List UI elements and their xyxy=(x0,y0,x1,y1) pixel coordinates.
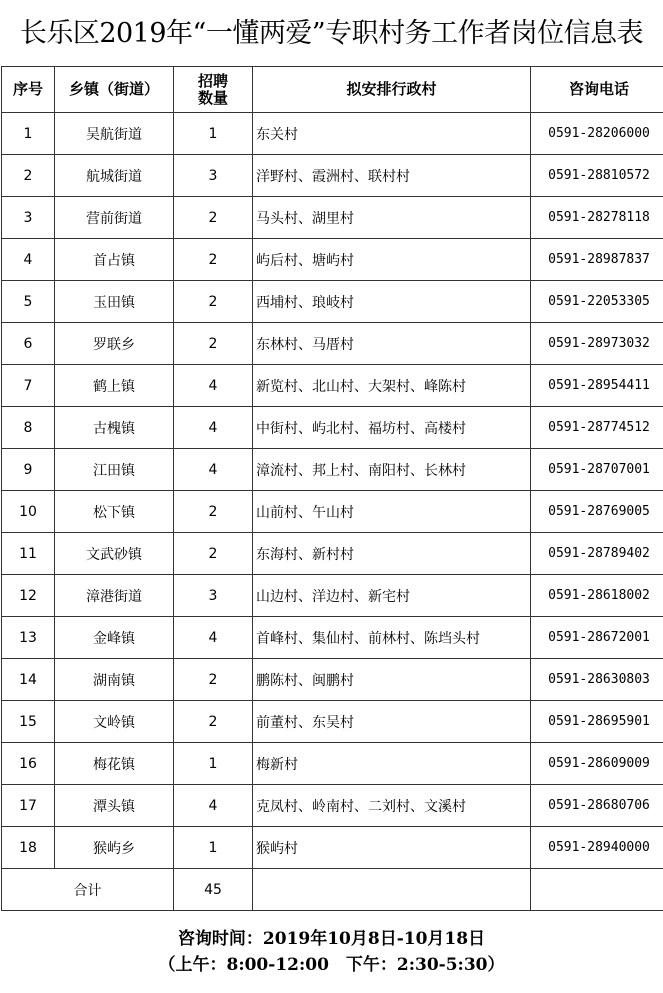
cell-count: 4 xyxy=(174,617,253,659)
consult-time-note xyxy=(0,912,663,993)
cell-phone: 0591-28206000 xyxy=(531,113,663,155)
cell-town: 罗联乡 xyxy=(55,323,174,365)
table-row xyxy=(2,365,663,407)
cell-seq: 7 xyxy=(2,365,55,407)
cell-phone: 0591-28609009 xyxy=(531,743,663,785)
table-row xyxy=(2,827,663,869)
cell-seq: 11 xyxy=(2,533,55,575)
cell-villages: 鹏陈村、闽鹏村 xyxy=(253,659,531,701)
positions-table xyxy=(1,66,663,911)
cell-villages: 洋野村、霞洲村、联村村 xyxy=(253,155,531,197)
table-row xyxy=(2,239,663,281)
cell-seq: 16 xyxy=(2,743,55,785)
cell-town: 鹤上镇 xyxy=(55,365,174,407)
cell-phone: 0591-22053305 xyxy=(531,281,663,323)
cell-seq: 5 xyxy=(2,281,55,323)
header-seq: 序号 xyxy=(2,67,55,113)
cell-count: 1 xyxy=(174,827,253,869)
cell-villages: 中街村、屿北村、福坊村、高楼村 xyxy=(253,407,531,449)
table-row xyxy=(2,575,663,617)
table-row xyxy=(2,743,663,785)
consult-time-line2: （上午：8:00-12:00 下午：2:30-5:30） xyxy=(158,955,505,975)
cell-town: 江田镇 xyxy=(55,449,174,491)
table-row xyxy=(2,407,663,449)
cell-seq: 2 xyxy=(2,155,55,197)
cell-count: 4 xyxy=(174,785,253,827)
cell-town: 金峰镇 xyxy=(55,617,174,659)
cell-seq: 18 xyxy=(2,827,55,869)
header-count xyxy=(174,67,253,113)
total-row xyxy=(2,869,663,911)
cell-phone: 0591-28680706 xyxy=(531,785,663,827)
cell-count: 4 xyxy=(174,365,253,407)
header-villages: 拟安排行政村 xyxy=(253,67,531,113)
cell-count: 4 xyxy=(174,407,253,449)
table-row xyxy=(2,659,663,701)
cell-phone: 0591-28810572 xyxy=(531,155,663,197)
cell-villages: 猴屿村 xyxy=(253,827,531,869)
table-row xyxy=(2,113,663,155)
cell-town: 漳港街道 xyxy=(55,575,174,617)
cell-phone: 0591-28940000 xyxy=(531,827,663,869)
cell-count: 2 xyxy=(174,197,253,239)
cell-seq: 3 xyxy=(2,197,55,239)
total-count: 45 xyxy=(174,869,253,911)
cell-phone: 0591-28774512 xyxy=(531,407,663,449)
table-row xyxy=(2,785,663,827)
header-town: 乡镇（街道） xyxy=(55,67,174,113)
cell-town: 玉田镇 xyxy=(55,281,174,323)
table-body xyxy=(2,113,663,869)
cell-villages: 山边村、洋边村、新宅村 xyxy=(253,575,531,617)
cell-seq: 15 xyxy=(2,701,55,743)
cell-phone: 0591-28973032 xyxy=(531,323,663,365)
cell-seq: 10 xyxy=(2,491,55,533)
cell-town: 文武砂镇 xyxy=(55,533,174,575)
cell-villages: 山前村、午山村 xyxy=(253,491,531,533)
cell-count: 2 xyxy=(174,533,253,575)
table-row xyxy=(2,449,663,491)
cell-phone: 0591-28672001 xyxy=(531,617,663,659)
cell-town: 松下镇 xyxy=(55,491,174,533)
page-title: 长乐区2019年“一懂两爱”专职村务工作者岗位信息表 xyxy=(19,18,644,49)
cell-town: 猴屿乡 xyxy=(55,827,174,869)
cell-town: 梅花镇 xyxy=(55,743,174,785)
table-row xyxy=(2,617,663,659)
header-count-line2: 数量 xyxy=(197,88,228,107)
cell-town: 古槐镇 xyxy=(55,407,174,449)
cell-town: 潭头镇 xyxy=(55,785,174,827)
cell-seq: 4 xyxy=(2,239,55,281)
table-header-row xyxy=(2,67,663,113)
table-row xyxy=(2,533,663,575)
cell-seq: 1 xyxy=(2,113,55,155)
cell-count: 2 xyxy=(174,659,253,701)
table-row xyxy=(2,281,663,323)
cell-seq: 14 xyxy=(2,659,55,701)
table-row xyxy=(2,701,663,743)
cell-count: 2 xyxy=(174,323,253,365)
table-row xyxy=(2,491,663,533)
cell-villages: 首峰村、集仙村、前林村、陈垱头村 xyxy=(253,617,531,659)
cell-count: 3 xyxy=(174,155,253,197)
table-row xyxy=(2,197,663,239)
cell-villages: 新览村、北山村、大架村、峰陈村 xyxy=(253,365,531,407)
cell-villages: 克凤村、岭南村、二刘村、文溪村 xyxy=(253,785,531,827)
cell-town: 营前街道 xyxy=(55,197,174,239)
cell-count: 1 xyxy=(174,743,253,785)
cell-town: 航城街道 xyxy=(55,155,174,197)
cell-count: 2 xyxy=(174,281,253,323)
cell-phone: 0591-28695901 xyxy=(531,701,663,743)
cell-seq: 13 xyxy=(2,617,55,659)
total-phone-empty xyxy=(531,869,663,911)
cell-phone: 0591-28954411 xyxy=(531,365,663,407)
cell-villages: 东关村 xyxy=(253,113,531,155)
cell-villages: 前董村、东吴村 xyxy=(253,701,531,743)
cell-count: 2 xyxy=(174,239,253,281)
cell-seq: 12 xyxy=(2,575,55,617)
cell-seq: 9 xyxy=(2,449,55,491)
cell-phone: 0591-28630803 xyxy=(531,659,663,701)
cell-count: 1 xyxy=(174,113,253,155)
cell-town: 吴航街道 xyxy=(55,113,174,155)
cell-count: 3 xyxy=(174,575,253,617)
header-phone: 咨询电话 xyxy=(531,67,663,113)
total-villages-empty xyxy=(253,869,531,911)
cell-villages: 梅新村 xyxy=(253,743,531,785)
cell-count: 2 xyxy=(174,491,253,533)
cell-villages: 屿后村、塘屿村 xyxy=(253,239,531,281)
cell-phone: 0591-28789402 xyxy=(531,533,663,575)
cell-seq: 8 xyxy=(2,407,55,449)
table-row xyxy=(2,323,663,365)
cell-seq: 17 xyxy=(2,785,55,827)
cell-villages: 西埔村、琅岐村 xyxy=(253,281,531,323)
cell-villages: 东林村、马厝村 xyxy=(253,323,531,365)
cell-town: 首占镇 xyxy=(55,239,174,281)
cell-phone: 0591-28707001 xyxy=(531,449,663,491)
cell-count: 2 xyxy=(174,701,253,743)
cell-seq: 6 xyxy=(2,323,55,365)
cell-count: 4 xyxy=(174,449,253,491)
cell-town: 文岭镇 xyxy=(55,701,174,743)
cell-phone: 0591-28278118 xyxy=(531,197,663,239)
consult-time-line1: 咨询时间：2019年10月8日-10月18日 xyxy=(177,929,486,949)
table-row xyxy=(2,155,663,197)
header-count-line1: 招聘 xyxy=(197,71,228,90)
cell-villages: 漳流村、邦上村、南阳村、长林村 xyxy=(253,449,531,491)
cell-villages: 东海村、新村村 xyxy=(253,533,531,575)
cell-town: 湖南镇 xyxy=(55,659,174,701)
cell-phone: 0591-28618002 xyxy=(531,575,663,617)
cell-phone: 0591-28987837 xyxy=(531,239,663,281)
cell-phone: 0591-28769005 xyxy=(531,491,663,533)
total-label: 合计 xyxy=(2,869,174,911)
cell-villages: 马头村、湖里村 xyxy=(253,197,531,239)
